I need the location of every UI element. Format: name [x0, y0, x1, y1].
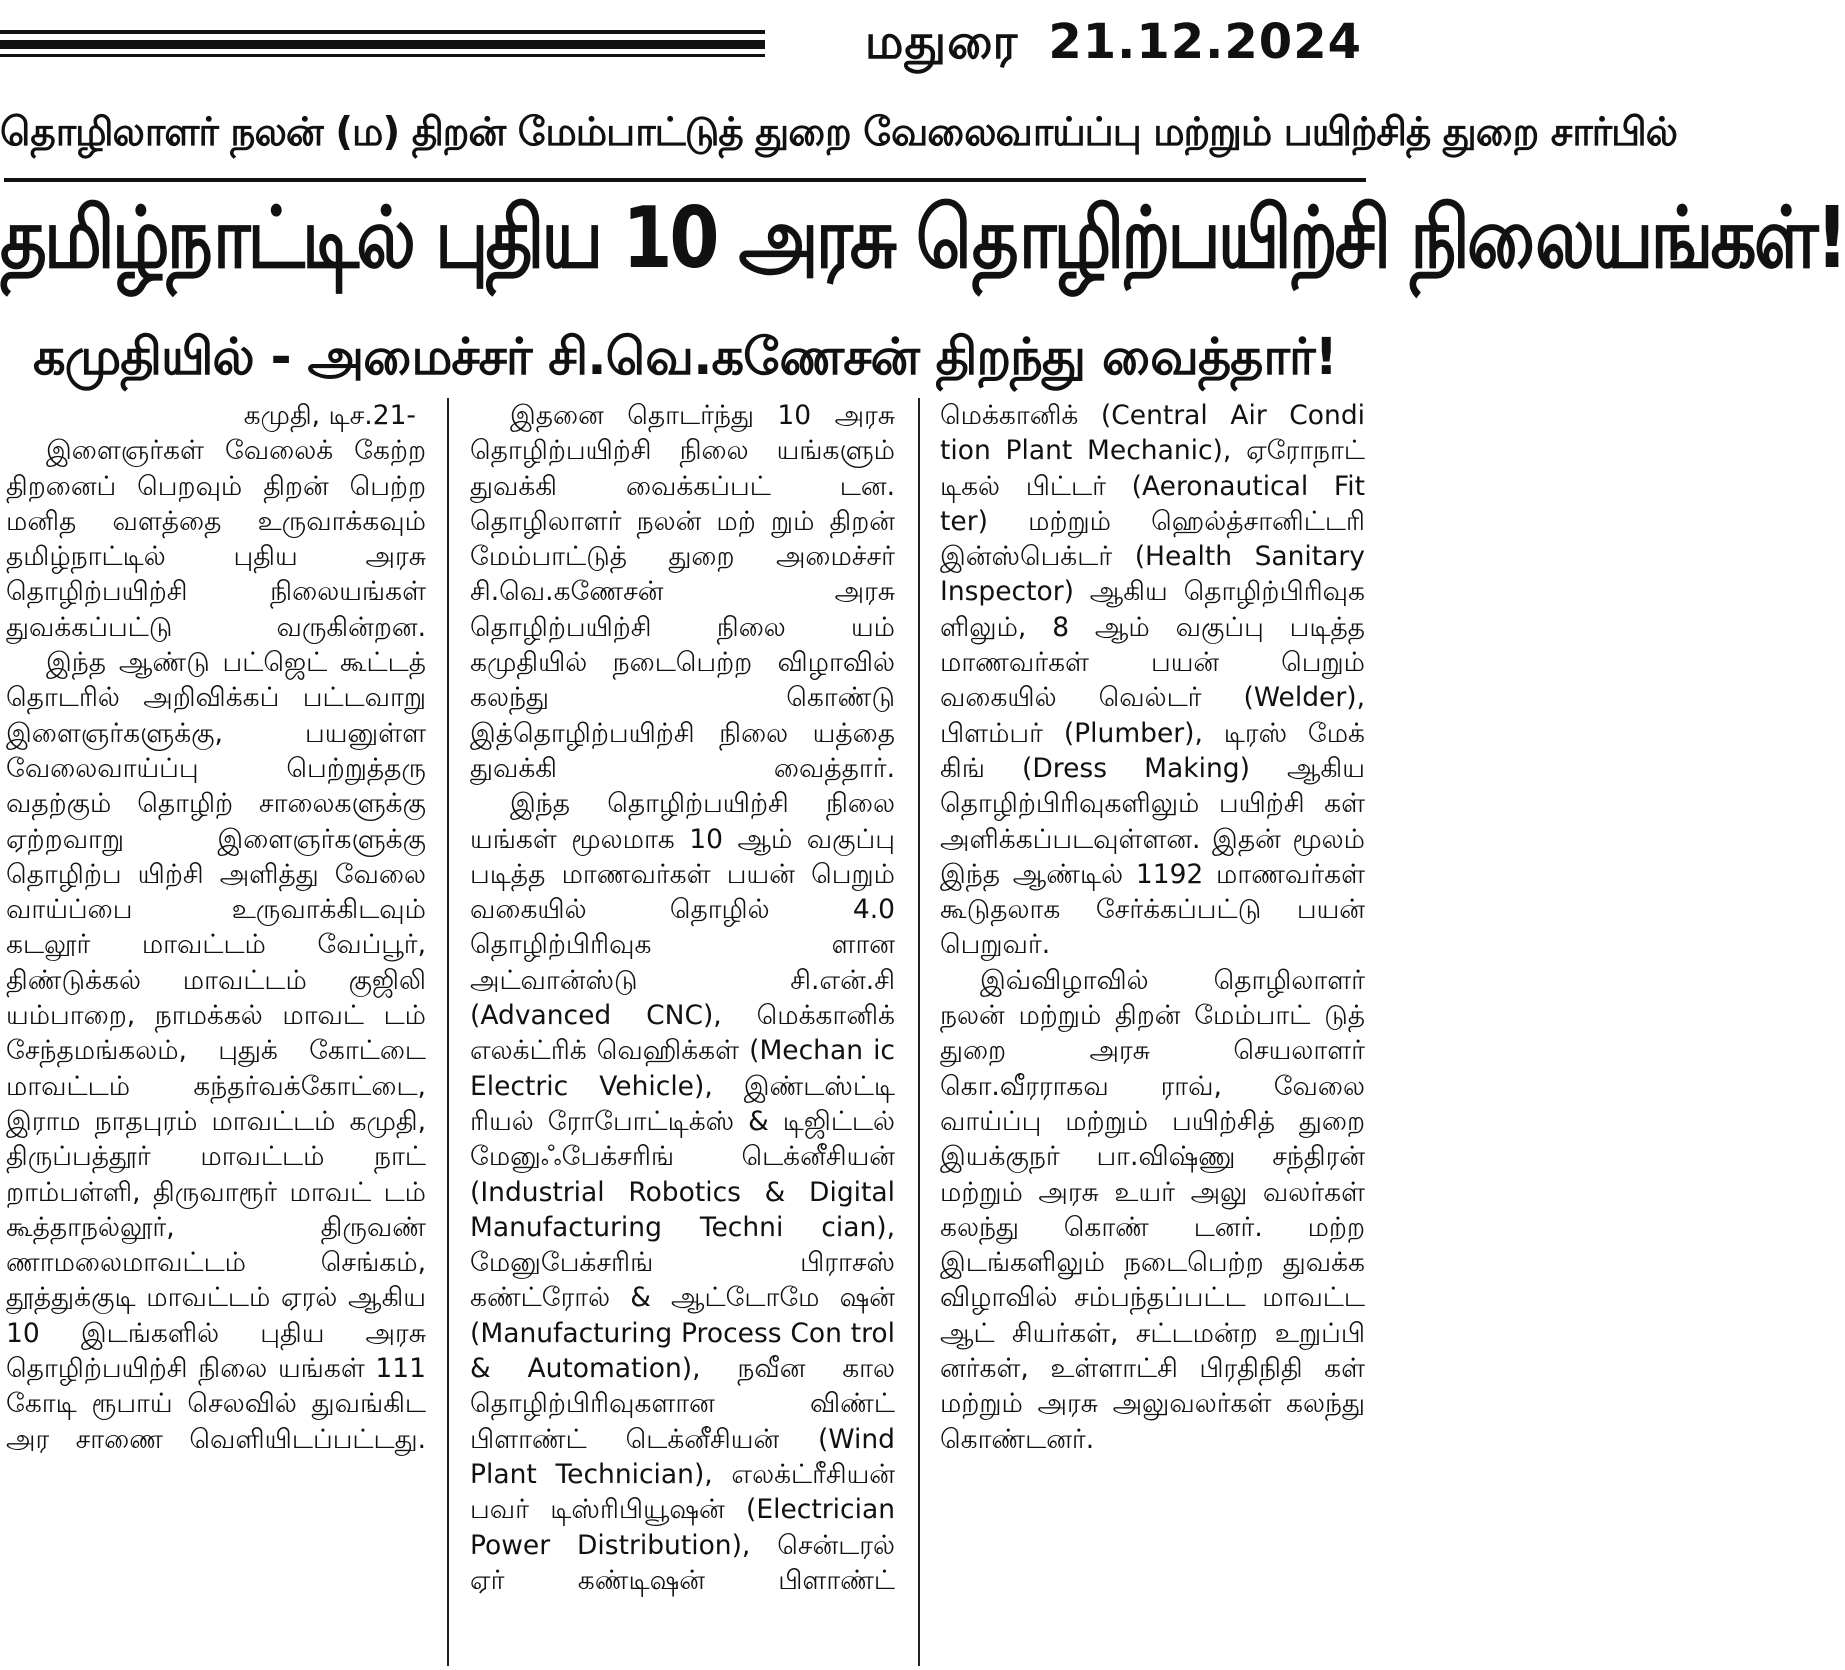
- paragraph: இதனை தொடர்ந்து 10 அரசு தொழிற்பயிற்சி நிலை யங்களும் துவக்கி வைக்கப்பட் டன. தொழிலாளர் நலன் மற் றும் திறன் மேம்பாட்டுத் துறை அமைச்சர் சி.வெ.கணேசன் அரசு தொழிற்பயிற்சி நிலை யம் கமுதியில் நடைபெற்ற விழாவில் கலந்து கொண்டு இத்தொழிற்பயிற்சி நிலை யத்தை துவக்கி வைத்தார்.: [470, 400, 895, 784]
- article-column-3: [940, 398, 1365, 1666]
- masthead-date: 21.12.2024: [1048, 14, 1362, 70]
- article-body: [0, 398, 1370, 1668]
- rule-line-middle: [0, 40, 765, 49]
- headline: தமிழ்நாட்டில் புதிய 10 அரசு தொழிற்பயிற்சி நிலையங்கள்!: [0, 188, 1845, 288]
- article-dateline: கமுதி, டிச.21-: [243, 400, 416, 431]
- paragraph: இவ்விழாவில் தொழிலாளர் நலன் மற்றும் திறன் மேம்பாட் டுத் துறை அரசு செயலாளர் கொ.வீரராகவ ராவ், வேலை வாய்ப்பு மற்றும் பயிற்சித் துறை இயக்குநர் பா.விஷ்ணு சந்திரன் மற்றும் அரசு உயர் அலு வலர்கள் கலந்து கொண் டனர். மற்ற இடங்களிலும் நடைபெற்ற துவக்க விழாவில் சம்பந்தப்பட்ட மாவட்ட ஆட் சியர்கள், சட்டமன்ற உறுப்பி னர்கள், உள்ளாட்சி பிரதிநிதி கள் மற்றும் அரசு அலுவலர்கள் கலந்து கொண்டனர்.: [940, 964, 1365, 1455]
- masthead-city: மதுரை: [864, 14, 1019, 70]
- masthead-dateline: [865, 14, 1362, 76]
- kicker-line: தொழிலாளர் நலன் (ம) திறன் மேம்பாட்டுத் துறை வேலைவாய்ப்பு மற்றும் பயிற்சித் துறை சார்பில்: [0, 110, 1678, 155]
- kicker-divider: [4, 178, 1366, 182]
- rule-line-top: [0, 30, 765, 34]
- article-column-1: [6, 398, 426, 1666]
- paragraph: இந்த தொழிற்பயிற்சி நிலை யங்கள் மூலமாக 10 ஆம் வகுப்பு படித்த மாணவர்கள் பயன் பெறும் வகையில் தொழில் 4.0 தொழிற்பிரிவுக ளான அட்வான்ஸ்டு சி.என்.சி (Advanced CNC), மெக்கானிக் எலக்ட்ரிக் வெஹிக்கள் (Mechan ic Electric Vehicle), இண்டஸ்ட்டி ரியல் ரோபோட்டிக்ஸ் & டிஜிட்டல் மேனுஃபேக்சரிங் டெக்னீசியன் (Industrial Robotics & Digital Manufacturing Techni cian), மேனுபேக்சரிங் பிராசஸ் கண்ட்ரோல் & ஆட்டோமே ஷன் (Manufacturing Process Con trol & Automation), நவீன கால தொழிற்பிரிவுகளான விண்ட் பிளாண்ட் டெக்னீசியன் (Wind Plant Technician), எலக்ட்ரீசியன் பவர் டிஸ்ரிபியூஷன் (Electrician Power Distribution), சென்டரல் ஏர் கண்டிஷன் பிளாண்ட்: [470, 788, 895, 1596]
- column-divider: [918, 398, 920, 1666]
- subheadline: கமுதியில் - அமைச்சர் சி.வெ.கணேசன் திறந்து வைத்தார்!: [33, 328, 1337, 387]
- paragraph: இந்த ஆண்டு பட்ஜெட் கூட்டத் தொடரில் அறிவிக்கப் பட்டவாறு இளைஞர்களுக்கு, பயனுள்ள வேலைவாய்ப்பு பெற்றுத்தரு வதற்கும் தொழிற் சாலைகளுக்கு ஏற்றவாறு இளைஞர்களுக்கு தொழிற்ப யிற்சி அளித்து வேலை வாய்ப்பை உருவாக்கிடவும் கடலூர் மாவட்டம் வேப்பூர், திண்டுக்கல் மாவட்டம் குஜிலி யம்பாறை, நாமக்கல் மாவட் டம் சேந்தமங்கலம், புதுக் கோட்டை மாவட்டம் கந்தர்வக்கோட்டை, இராம நாதபுரம் மாவட்டம் கமுதி, திருப்பத்தூர் மாவட்டம் நாட் றாம்பள்ளி, திருவாரூர் மாவட் டம் கூத்தாநல்லூர், திருவண் ணாமலைமாவட்டம் செங்கம், தூத்துக்குடி மாவட்டம் ஏரல் ஆகிய 10 இடங்களில் புதிய அரசு தொழிற்பயிற்சி நிலை யங்கள் 111 கோடி ரூபாய் செலவில் துவங்கிட அர சாணை வெளியிடப்பட்டது.: [6, 647, 426, 1455]
- article-column-2: [470, 398, 895, 1666]
- column-divider: [447, 398, 449, 1666]
- rule-line-bottom: [0, 54, 765, 57]
- masthead-rule-lines: [0, 30, 765, 58]
- paragraph: மெக்கானிக் (Central Air Condi tion Plant Mechanic), ஏரோநாட் டிகல் பிட்டர் (Aeronautical Fit ter) மற்றும் ஹெல்த்சானிட்டரி இன்ஸ்பெக்டர் (Health Sanitary Inspector) ஆகிய தொழிற்பிரிவுக ளிலும், 8 ஆம் வகுப்பு படித்த மாணவர்கள் பயன் பெறும் வகையில் வெல்டர் (Welder), பிளம்பர் (Plumber), டிரஸ் மேக் கிங் (Dress Making) ஆகிய தொழிற்பிரிவுகளிலும் பயிற்சி கள் அளிக்கப்படவுள்ளன. இதன் மூலம் இந்த ஆண்டில் 1192 மாணவர்கள் கூடுதலாக சேர்க்கப்பட்டு பயன் பெறுவர்.: [940, 400, 1365, 961]
- masthead: [0, 0, 1370, 90]
- paragraph: இளைஞர்கள் வேலைக் கேற்ற திறனைப் பெறவும் திறன் பெற்ற மனித வளத்தை உருவாக்கவும் தமிழ்நாட்டில் புதிய அரசு தொழிற்பயிற்சி நிலையங்கள் துவக்கப்பட்டு வருகின்றன.: [6, 435, 426, 643]
